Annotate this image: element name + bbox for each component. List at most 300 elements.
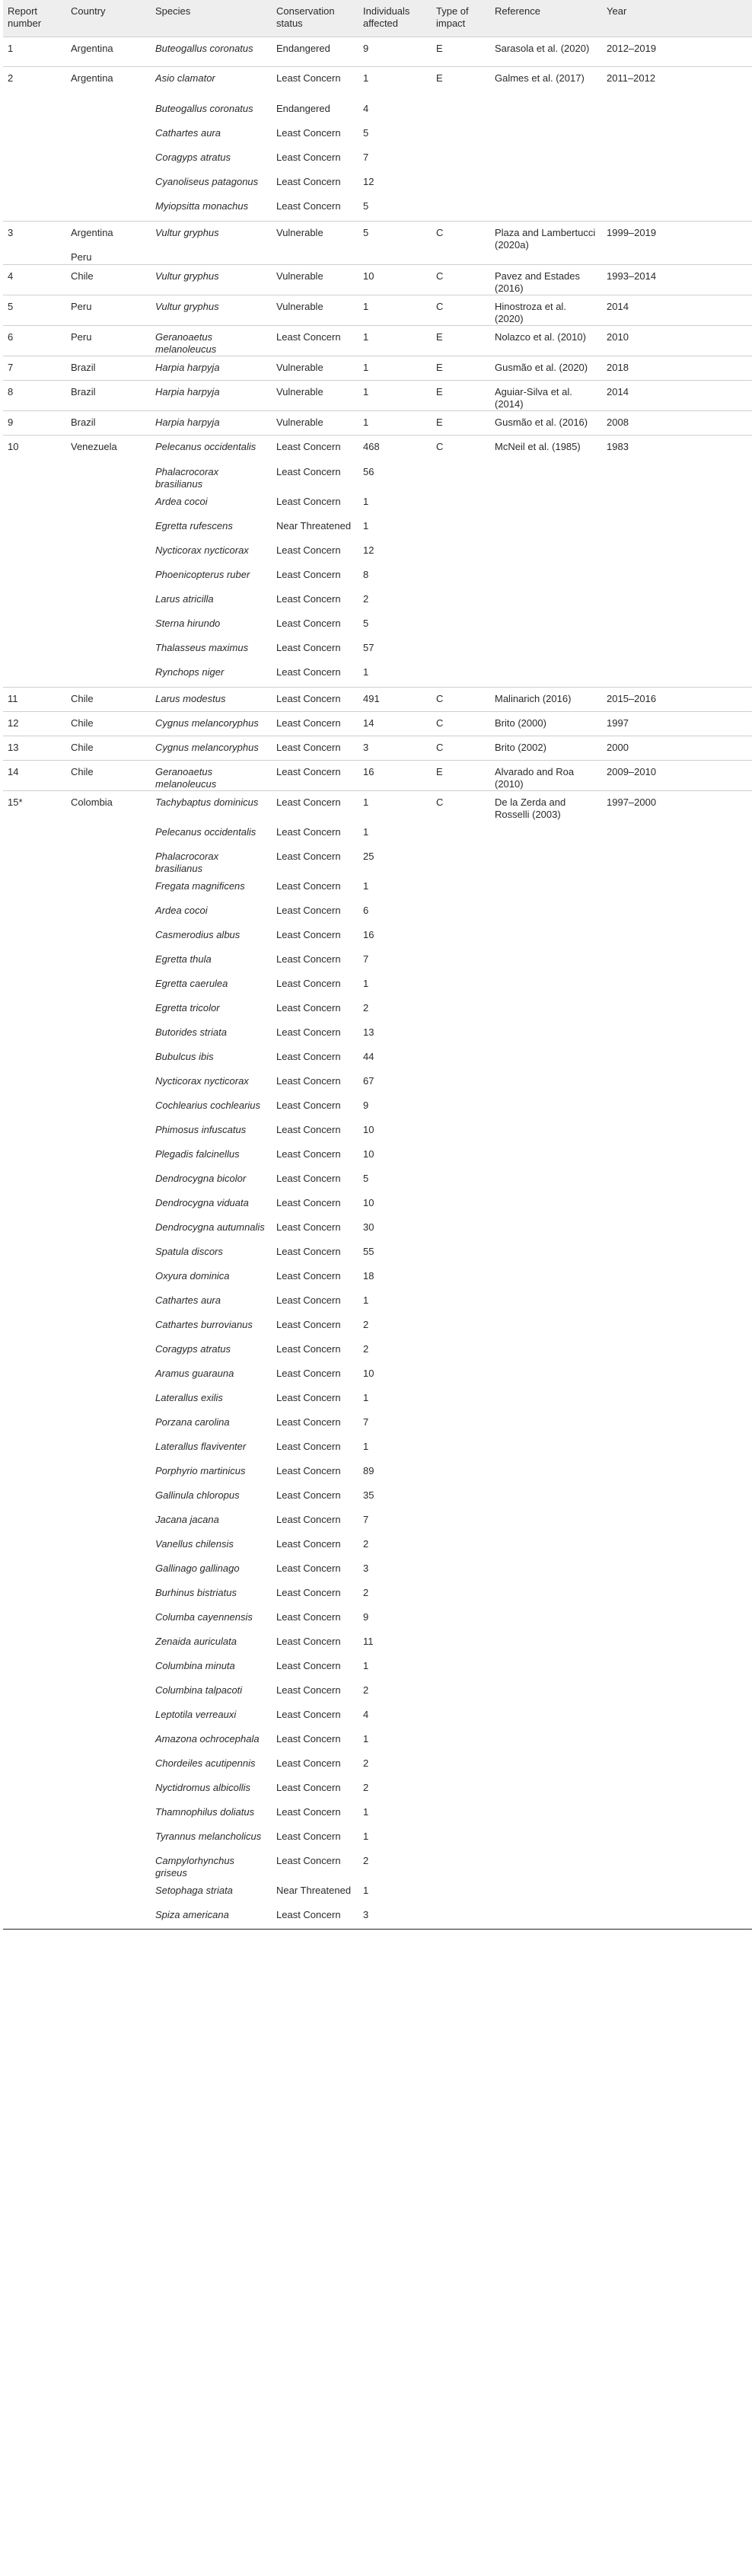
reference-cell: Hinostroza et al. (2020) — [490, 295, 602, 325]
reference-cell — [490, 1338, 602, 1362]
reference-cell — [490, 1679, 602, 1703]
country-cell: Peru — [66, 295, 151, 325]
conservation-status-cell: Least Concern — [276, 1099, 341, 1111]
reference-cell: Brito (2000) — [490, 711, 602, 736]
conservation-status-cell: Least Concern — [276, 1318, 341, 1330]
country-cell — [66, 612, 151, 637]
year-cell — [602, 1119, 752, 1143]
report-number-cell — [3, 1021, 66, 1045]
reference-cell — [490, 563, 602, 588]
conservation-status-cell: Least Concern — [276, 1196, 341, 1208]
individuals-cell: 9 — [363, 1099, 369, 1111]
reference-cell — [490, 821, 602, 845]
country-cell — [66, 97, 151, 122]
species-cell: Nyctidromus albicollis — [155, 1781, 250, 1793]
conservation-status-cell: Least Concern — [276, 1562, 341, 1574]
country-cell — [66, 146, 151, 171]
reference-cell — [490, 1192, 602, 1216]
species-cell: Columbina talpacoti — [155, 1684, 243, 1696]
report-number-cell — [3, 1265, 66, 1289]
report-number-cell: 11 — [3, 687, 66, 711]
table-row — [3, 461, 752, 490]
country-cell — [66, 972, 151, 997]
year-cell — [602, 899, 752, 924]
country-cell — [66, 1679, 151, 1703]
impact-type-cell — [432, 1265, 490, 1289]
impact-type-cell: C — [432, 221, 490, 264]
table-row — [3, 97, 752, 122]
reference-cell — [490, 1240, 602, 1265]
species-cell: Gallinula chloropus — [155, 1489, 240, 1501]
species-cell: Tyrannus melancholicus — [155, 1830, 262, 1842]
report-number-cell — [3, 1460, 66, 1484]
impact-type-cell — [432, 1879, 490, 1904]
individuals-cell: 2 — [363, 1318, 369, 1330]
species-cell: Tachybaptus dominicus — [151, 790, 272, 821]
report-number-cell — [3, 1904, 66, 1928]
species-cell: Thamnophilus doliatus — [155, 1805, 255, 1818]
impact-type-cell — [432, 1216, 490, 1240]
reference-cell — [490, 661, 602, 687]
impact-type-cell — [432, 1143, 490, 1167]
header-species: Species — [155, 5, 191, 17]
report-number-cell — [3, 1879, 66, 1904]
reference-cell — [490, 948, 602, 972]
country-cell — [66, 1825, 151, 1850]
country-cell — [66, 1879, 151, 1904]
country-cell — [66, 122, 151, 146]
country-cell: Argentina — [66, 66, 151, 97]
table-row — [3, 1728, 752, 1752]
individuals-cell: 3 — [363, 1908, 369, 1920]
impact-type-cell — [432, 1606, 490, 1630]
impact-type-cell — [432, 997, 490, 1021]
individuals-cell: 16 — [358, 760, 432, 790]
conservation-status-cell: Least Concern — [276, 1342, 341, 1355]
conservation-status-cell: Least Concern — [276, 666, 341, 678]
report-number-cell: 2 — [3, 66, 66, 97]
impact-type-cell: C — [432, 435, 490, 461]
conservation-status-cell: Least Concern — [276, 544, 341, 556]
header-country: Country — [71, 5, 106, 17]
conservation-status-cell: Endangered — [276, 103, 330, 114]
report-number-cell — [3, 1094, 66, 1119]
report-number-cell — [3, 122, 66, 146]
species-cell: Harpia harpyja — [151, 380, 272, 410]
impact-type-cell — [432, 1850, 490, 1879]
individuals-cell: 1 — [363, 1294, 369, 1306]
species-cell: Nycticorax nycticorax — [155, 544, 249, 556]
reference-cell — [490, 1703, 602, 1728]
table-row — [3, 1240, 752, 1265]
species-cell: Egretta rufescens — [155, 520, 233, 531]
report-number-cell — [3, 1606, 66, 1630]
year-cell: 2015–2016 — [602, 687, 752, 711]
report-number-cell: 15* — [3, 790, 66, 821]
report-number-cell — [3, 1362, 66, 1387]
year-cell — [602, 821, 752, 845]
individuals-cell: 89 — [363, 1464, 374, 1476]
conservation-status-cell: Endangered — [272, 37, 358, 66]
impact-type-cell: E — [432, 380, 490, 410]
individuals-cell: 1 — [363, 1830, 369, 1842]
year-cell — [602, 612, 752, 637]
country-cell — [66, 1776, 151, 1801]
report-number-cell — [3, 1825, 66, 1850]
species-cell: Burhinus bistriatus — [155, 1586, 237, 1598]
conservation-status-cell: Near Threatened — [276, 520, 352, 531]
report-number-cell — [3, 563, 66, 588]
country-cell — [66, 1850, 151, 1879]
country-cell — [66, 1582, 151, 1606]
individuals-cell: 2 — [363, 1537, 369, 1550]
table-row — [3, 1557, 752, 1582]
year-cell: 2012–2019 — [602, 37, 752, 66]
report-number-cell: 9 — [3, 410, 66, 435]
table-row — [3, 637, 752, 661]
table-row — [3, 325, 752, 356]
individuals-cell: 5 — [363, 200, 369, 212]
table-row — [3, 1703, 752, 1728]
conservation-status-cell: Least Concern — [276, 127, 341, 139]
individuals-cell: 10 — [363, 1123, 374, 1135]
conservation-status-cell: Least Concern — [276, 1781, 341, 1793]
impact-type-cell — [432, 1533, 490, 1557]
year-cell — [602, 490, 752, 515]
impact-type-cell — [432, 1070, 490, 1094]
reference-cell — [490, 1850, 602, 1879]
report-number-cell — [3, 1728, 66, 1752]
report-number-cell — [3, 637, 66, 661]
year-cell — [602, 1362, 752, 1387]
individuals-cell: 5 — [358, 221, 432, 264]
impact-type-cell — [432, 924, 490, 948]
country-cell — [66, 1240, 151, 1265]
conservation-status-cell: Least Concern — [276, 1001, 341, 1013]
table-row — [3, 736, 752, 760]
conservation-status-cell: Least Concern — [276, 953, 341, 965]
table-row — [3, 948, 752, 972]
individuals-cell: 10 — [363, 1367, 374, 1379]
country-cell — [66, 1289, 151, 1314]
individuals-cell: 55 — [363, 1245, 374, 1257]
report-number-cell: 1 — [3, 37, 66, 66]
year-cell — [602, 997, 752, 1021]
report-number-cell — [3, 1167, 66, 1192]
table-row — [3, 1338, 752, 1362]
country-cell — [66, 1752, 151, 1776]
impact-type-cell — [432, 171, 490, 195]
individuals-cell: 2 — [363, 593, 369, 605]
report-number-cell — [3, 97, 66, 122]
impact-type-cell — [432, 1460, 490, 1484]
impact-type-cell — [432, 461, 490, 490]
conservation-status-cell: Least Concern — [276, 1440, 341, 1452]
report-number-cell — [3, 1387, 66, 1411]
report-number-cell — [3, 1484, 66, 1508]
impact-type-cell — [432, 1387, 490, 1411]
table-row — [3, 1679, 752, 1703]
individuals-cell: 4 — [363, 103, 369, 114]
country-cell — [66, 1314, 151, 1338]
country-cell: Chile — [66, 687, 151, 711]
conservation-status-cell: Vulnerable — [272, 221, 358, 264]
year-cell — [602, 1143, 752, 1167]
species-cell: Amazona ochrocephala — [155, 1732, 260, 1744]
individuals-cell: 1 — [363, 1732, 369, 1744]
year-cell — [602, 1265, 752, 1289]
reference-cell — [490, 1289, 602, 1314]
year-cell — [602, 661, 752, 687]
year-cell — [602, 1338, 752, 1362]
individuals-cell: 12 — [363, 544, 374, 556]
individuals-cell: 7 — [363, 953, 369, 965]
species-cell: Leptotila verreauxi — [155, 1708, 237, 1720]
species-cell: Porzana carolina — [155, 1416, 230, 1428]
impact-type-cell — [432, 875, 490, 899]
report-number-cell — [3, 845, 66, 875]
reference-cell: De la Zerda and Rosselli (2003) — [490, 790, 602, 821]
reference-cell — [490, 122, 602, 146]
reference-cell — [490, 588, 602, 612]
country-cell — [66, 899, 151, 924]
country-cell — [66, 171, 151, 195]
table-row — [3, 380, 752, 410]
individuals-cell: 10 — [363, 1196, 374, 1208]
bird-impact-table — [3, 0, 752, 1928]
conservation-status-cell: Least Concern — [276, 850, 341, 862]
table-row — [3, 1362, 752, 1387]
impact-type-cell — [432, 1630, 490, 1655]
species-cell: Ardea cocoi — [155, 904, 208, 916]
individuals-cell: 2 — [363, 1001, 369, 1013]
report-number-cell — [3, 1411, 66, 1435]
species-cell: Dendrocygna autumnalis — [155, 1221, 265, 1233]
header-conservation-status: Conservation status — [276, 5, 335, 29]
table-row — [3, 37, 752, 66]
report-number-cell: 8 — [3, 380, 66, 410]
table-row — [3, 1167, 752, 1192]
individuals-cell: 1 — [358, 66, 432, 97]
individuals-cell: 7 — [363, 1513, 369, 1525]
individuals-cell: 4 — [363, 1708, 369, 1720]
table-row — [3, 490, 752, 515]
species-cell: Vultur gryphus — [151, 295, 272, 325]
report-number-cell — [3, 661, 66, 687]
report-number-cell — [3, 1582, 66, 1606]
individuals-cell: 11 — [363, 1635, 374, 1647]
conservation-status-cell: Least Concern — [276, 1757, 341, 1769]
individuals-cell: 56 — [363, 466, 374, 477]
impact-type-cell — [432, 515, 490, 539]
report-number-cell — [3, 1338, 66, 1362]
species-cell: Vultur gryphus — [151, 264, 272, 295]
report-number-cell — [3, 1240, 66, 1265]
report-number-cell — [3, 1070, 66, 1094]
conservation-status-cell: Least Concern — [276, 977, 341, 989]
species-cell: Dendrocygna viduata — [155, 1196, 249, 1208]
report-number-cell: 14 — [3, 760, 66, 790]
table-header — [3, 0, 752, 37]
report-number-cell: 12 — [3, 711, 66, 736]
reference-cell — [490, 1776, 602, 1801]
year-cell — [602, 1728, 752, 1752]
year-cell — [602, 1557, 752, 1582]
individuals-cell: 44 — [363, 1050, 374, 1062]
individuals-cell: 2 — [363, 1342, 369, 1355]
conservation-status-cell: Least Concern — [276, 1026, 341, 1038]
country-cell — [66, 997, 151, 1021]
impact-type-cell — [432, 1776, 490, 1801]
report-number-cell — [3, 875, 66, 899]
species-cell: Aramus guarauna — [155, 1367, 234, 1379]
report-number-cell — [3, 1850, 66, 1879]
species-cell: Larus modestus — [151, 687, 272, 711]
reference-cell — [490, 461, 602, 490]
year-cell: 2018 — [602, 356, 752, 380]
impact-type-cell — [432, 1192, 490, 1216]
table-row — [3, 1021, 752, 1045]
species-cell: Columbina minuta — [155, 1659, 235, 1671]
species-cell: Harpia harpyja — [151, 410, 272, 435]
country-cell: Brazil — [66, 380, 151, 410]
year-cell — [602, 1094, 752, 1119]
year-cell — [602, 845, 752, 875]
year-cell — [602, 948, 752, 972]
conservation-status-cell: Least Concern — [276, 1269, 341, 1282]
species-cell: Chordeiles acutipennis — [155, 1757, 256, 1769]
impact-type-cell — [432, 1021, 490, 1045]
year-cell — [602, 1240, 752, 1265]
conservation-status-cell: Least Concern — [276, 496, 341, 507]
table-row — [3, 1904, 752, 1928]
year-cell — [602, 195, 752, 221]
year-cell — [602, 539, 752, 563]
individuals-cell: 9 — [363, 1610, 369, 1623]
year-cell: 2014 — [602, 380, 752, 410]
year-cell — [602, 1850, 752, 1879]
country-cell — [66, 924, 151, 948]
country-cell: Chile — [66, 736, 151, 760]
year-cell: 2009–2010 — [602, 760, 752, 790]
species-cell: Gallinago gallinago — [155, 1562, 240, 1574]
table-row — [3, 1879, 752, 1904]
report-number-cell: 7 — [3, 356, 66, 380]
year-cell — [602, 97, 752, 122]
conservation-status-cell: Least Concern — [276, 593, 341, 605]
table-row — [3, 66, 752, 97]
table-row — [3, 1801, 752, 1825]
country-cell — [66, 1728, 151, 1752]
reference-cell — [490, 171, 602, 195]
impact-type-cell — [432, 1679, 490, 1703]
country-cell: Chile — [66, 264, 151, 295]
impact-type-cell — [432, 661, 490, 687]
report-number-cell — [3, 924, 66, 948]
table-row — [3, 1265, 752, 1289]
table-row — [3, 1387, 752, 1411]
reference-cell — [490, 1021, 602, 1045]
species-cell: Laterallus exilis — [155, 1391, 223, 1403]
species-cell: Fregata magnificens — [155, 879, 245, 892]
impact-type-cell: C — [432, 736, 490, 760]
year-cell — [602, 1825, 752, 1850]
species-cell: Harpia harpyja — [151, 356, 272, 380]
country-cell — [66, 637, 151, 661]
species-cell: Pelecanus occidentalis — [155, 825, 256, 838]
country-cell — [66, 1484, 151, 1508]
country-cell: Argentina — [66, 37, 151, 66]
conservation-status-cell: Least Concern — [276, 1294, 341, 1306]
report-number-cell — [3, 515, 66, 539]
table-row — [3, 1216, 752, 1240]
individuals-cell: 13 — [363, 1026, 374, 1038]
individuals-cell: 7 — [363, 152, 369, 163]
impact-type-cell — [432, 845, 490, 875]
individuals-cell: 67 — [363, 1074, 374, 1087]
table-row — [3, 1850, 752, 1879]
reference-cell — [490, 924, 602, 948]
table-row — [3, 711, 752, 736]
table-row — [3, 1435, 752, 1460]
reference-cell — [490, 1582, 602, 1606]
year-cell — [602, 1679, 752, 1703]
country-cell — [66, 1904, 151, 1928]
conservation-status-cell: Least Concern — [276, 879, 341, 892]
report-number-cell — [3, 1435, 66, 1460]
table-row — [3, 1460, 752, 1484]
individuals-cell: 14 — [358, 711, 432, 736]
country-cell — [66, 563, 151, 588]
report-number-cell — [3, 1679, 66, 1703]
year-cell — [602, 1582, 752, 1606]
conservation-status-cell: Least Concern — [276, 1586, 341, 1598]
conservation-status-cell: Least Concern — [276, 466, 341, 477]
reference-cell — [490, 1362, 602, 1387]
year-cell — [602, 1776, 752, 1801]
country-cell: Venezuela — [66, 435, 151, 461]
impact-type-cell — [432, 1703, 490, 1728]
report-number-cell — [3, 1119, 66, 1143]
country-cell — [66, 1533, 151, 1557]
conservation-status-cell: Least Concern — [276, 1391, 341, 1403]
reference-cell — [490, 612, 602, 637]
reference-cell — [490, 1533, 602, 1557]
individuals-cell: 5 — [363, 1172, 369, 1184]
country-cell — [66, 515, 151, 539]
country-cell — [66, 1435, 151, 1460]
conservation-status-cell: Least Concern — [276, 176, 341, 187]
individuals-cell: 12 — [363, 176, 374, 187]
impact-type-cell — [432, 539, 490, 563]
table-row — [3, 356, 752, 380]
table-row — [3, 515, 752, 539]
report-number-cell: 3 — [3, 221, 66, 264]
table-row — [3, 146, 752, 171]
conservation-status-cell: Least Concern — [272, 760, 358, 790]
country-cell — [66, 875, 151, 899]
individuals-cell: 5 — [363, 127, 369, 139]
conservation-status-cell: Least Concern — [276, 1610, 341, 1623]
country-cell — [66, 1143, 151, 1167]
conservation-status-cell: Least Concern — [276, 1635, 341, 1647]
impact-type-cell — [432, 1825, 490, 1850]
impact-type-cell: E — [432, 37, 490, 66]
individuals-cell: 35 — [363, 1489, 374, 1501]
species-cell: Geranoaetus melanoleucus — [151, 325, 272, 356]
reference-cell: Malinarich (2016) — [490, 687, 602, 711]
impact-type-cell — [432, 97, 490, 122]
